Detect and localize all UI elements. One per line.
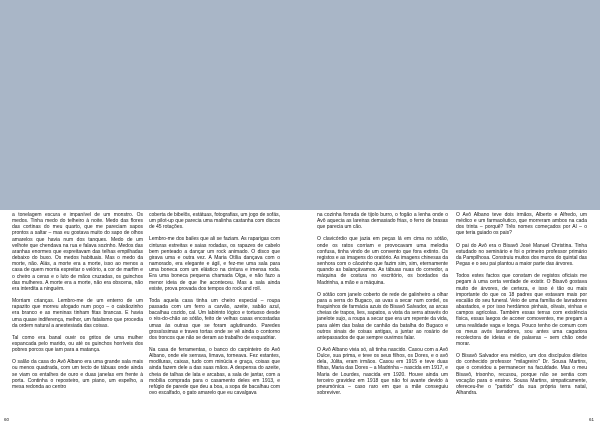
paragraph: O Bisavô Salvador era médico, um dos discípulos diletos do conhecido professor "milagreiro" Dr. Sousa Martins, que o convidou a permanecer na faculdade. Mas o meu Bisavô, trisonho, recusou, porque não se sentia com vocação para o ensino. Sousa Martins, simpaticamente, ofereceu-lhe o "partido" da sua própria terra natal, Alhandra. — [456, 353, 587, 397]
paragraph: Lembro-me dos bailes que ali se faziam. As raparigas com cinturas estreitas e saias rodadas, os rapazes de cabelo bem penteado a dançar um rock animado. O disco que girava uma e outra vez. A Maria Otília dançava com o namorado, era elegante e ágil, e fez-me uma sala para uma boneca com um elástico na cintura e imensa roda. Era uma boneca pequena chamada Olga, e não fazo a menor ideia de que lhe aconteceu. Mas a sala ainda existe, prova provada dos tempos do rock and roll. — [149, 236, 280, 292]
paragraph: O sótão com janelo coberto de rede de galinheiro a olhar para a serra do Bugaco, as uvas a secar num cordel, os fraquinhos de farmácia azuis do Bisavô Salvador, as arcas cheias de trapos, lies, sapatos, a vista da serra através do janelote sujo, a roupa a secar que era um repente da vida, para além das balas de canhão da batalha do Bugaco e outros sinais de coisas antigas, a juntar ao rosário de antepassados de que sempre ouvimos falar. — [317, 291, 448, 341]
page-number-left: 60 — [4, 417, 10, 422]
paragraph: O Avô Albano teve dois irmãos, Alberto e Alfredo, um médico e um farmacêutico, que morreram ambos na cada dos trinta – porquê? Três nomes começados por Al – o que teria guiado os pais? — [456, 212, 587, 237]
paragraph: Na casa de ferramentas, o banco do carpinteiro do Avô Albano, onde ele serrava, limava, torneava. Fez estantes, modiluras, caixas, tudo com minúcia e graça, coisas que ainda fazem dele a das suas mãos. A despensa do azeite, cheia de talhas de lata e arcabas, a sala de jantar, com a mobília comprada para o casamento deles em 1913, e refúgio de parede que deu a boa, a sopa de bacalhau com ovo escalfado, o gato amarelo que eu cavalgava — [149, 346, 280, 397]
paragraph: na cozinha forrada de tijolo burro, o fogão a lenha onde o Avô aquecia as lareiras demasiado frias, o ferro de brasas que parecia um cão. — [317, 212, 448, 231]
paragraph: O pai do Avô era o Bisavô José Manuel Christina. Tinha estudado no seminário e foi o primeiro professor primário da Pampilhosa. Construiu muitos dos muros do quintal das Pegas e o seu pai plantou a maior parte das árvores. — [456, 242, 587, 268]
paragraph: O clavicórdio que jazia em peças lá em cima no sótão, onde os ratos corriam e provocavam uma melodia confusa, tinha vindo de um convento que fora extinto. Os registos e as imagens do oratório. As imagens chinesas da senhora com o câozinho que fazim sim, sim, eternamente quando as balançávamos. As tábuas nuas do corredor, a máquina de costura no escritório, os bordados da Madrinha, a mão e a máquina. — [317, 236, 448, 286]
text-column-1 — [12, 212, 143, 412]
text-column-3 — [317, 212, 448, 412]
text-column-4 — [456, 212, 587, 412]
paragraph: O salão da casa do Avô Albano era uma grande sala mais ou menos quadrada, com um tecto de tábuas onde ainda se viam os entalhes de ouro e duas janelas em frente à porta. Continha o reposteiro, um piano, um espelho, a mesa redonda ao centro — [12, 359, 143, 390]
paragraph: Todos estes factos que constam de registos oficiais me pegam à uma certa verdade de existir. O Bisavô gostava muito de árvores, de certeza, e isso é tão ou mais importante do que os 18 padres que estavam mais por escalão do seu funeral. Veio de uma família de lavradores abastados, e por isso herdámos pinhais, olivais, vinhas e campos agrícolas. Também essas terras com existência física, essas laegos de aconer comoventes, me pregam a uma realidade vaga e longa. Pouco tenho de comum com os meus avós lavradores, sou antes uma cagadora recolectora de ideias e de palavras – sem chão onde morar. — [456, 273, 587, 347]
paragraph: Morriam crianças. Lembro-me de um enterro de um rapazito que morreu afogado num poço – o caixãozinho era branco e as meninas tinham fitas brancas. E havia uma quase indiferença, melhor, um fatalismo que procedia da ordem natural a anestesiada das coisas. — [12, 298, 143, 329]
page-number-right: 61 — [589, 417, 595, 422]
paragraph: a tonelagem escura e impanível de um monstro. Os medos. Tinha medo do telheiro à noite. Medo das flores das cortinas do meu quarto, que me pareciam sapos prontos a saltar – mas eu gostava muito do sapo de olhos amarelos que havia num dos tanques. Medo de um velhote que chendava na rua e falava sozinho. Medos das aranhas enormes que espreitavam das telhas empilhadas debaixo do buxo. Os medos habituais. Mas o medo da morte, não. Alás, a morte era a morte, isso ao menos a casa de quem morria espreitar o velório, a cor de marfim e o cheiro a ceras e o luto de mãos cruzadas, os guinchos das mulheres. A morte era a morte, não era obscena, não era interdita a ninguém. — [12, 212, 143, 292]
paragraph: Toda aquela casa tinha um cheiro especial – roupa passada com um ferro a carvão, azeite, sabão azul, bacalhau cozido, cal. Um labirinto lógico e tortuoso desde o rés-do-chão ao sótão, feito de velhas casas encostadas umas às outras que se foram aglutinando. Paredes grossíssimas e traves tortas onde se vê ainda o contorno dos troncos que não se deram ao trabalho de esquadriar. — [149, 297, 280, 341]
paragraph: O Avô Albano vivia só, ali tinha nascido. Casou com a Avô Dulce, sua prima, e teve os seus filhos, os Dores, e o avô dela, Júlita, eram irmãos. Casou em 1915 e teve duas filhas, Maria das Dores – a Madrinha – nascida em 1917, e Maria de Lourdes, nascida em 1920. Houve ainda um terceiro gravidez em 1918 que não foi avante devido à pneumónica – caso raro em que a mãe conseguiu sobreviver. — [317, 346, 448, 397]
paragraph: coberta de bibelôs, estátuas, fotografias, um jogo de sofás, um pilot-up que parecia uma malinha castanha com discos de 45 rotações. — [149, 212, 280, 231]
photo-placeholder — [0, 0, 600, 210]
paragraph: Tal como era banal ouvir os gritos de uma mulher espancada pelo marido, ou até os guinchos horríveis dos pobres porcos que iam para a matança. — [12, 334, 143, 354]
text-column-2 — [149, 212, 280, 412]
